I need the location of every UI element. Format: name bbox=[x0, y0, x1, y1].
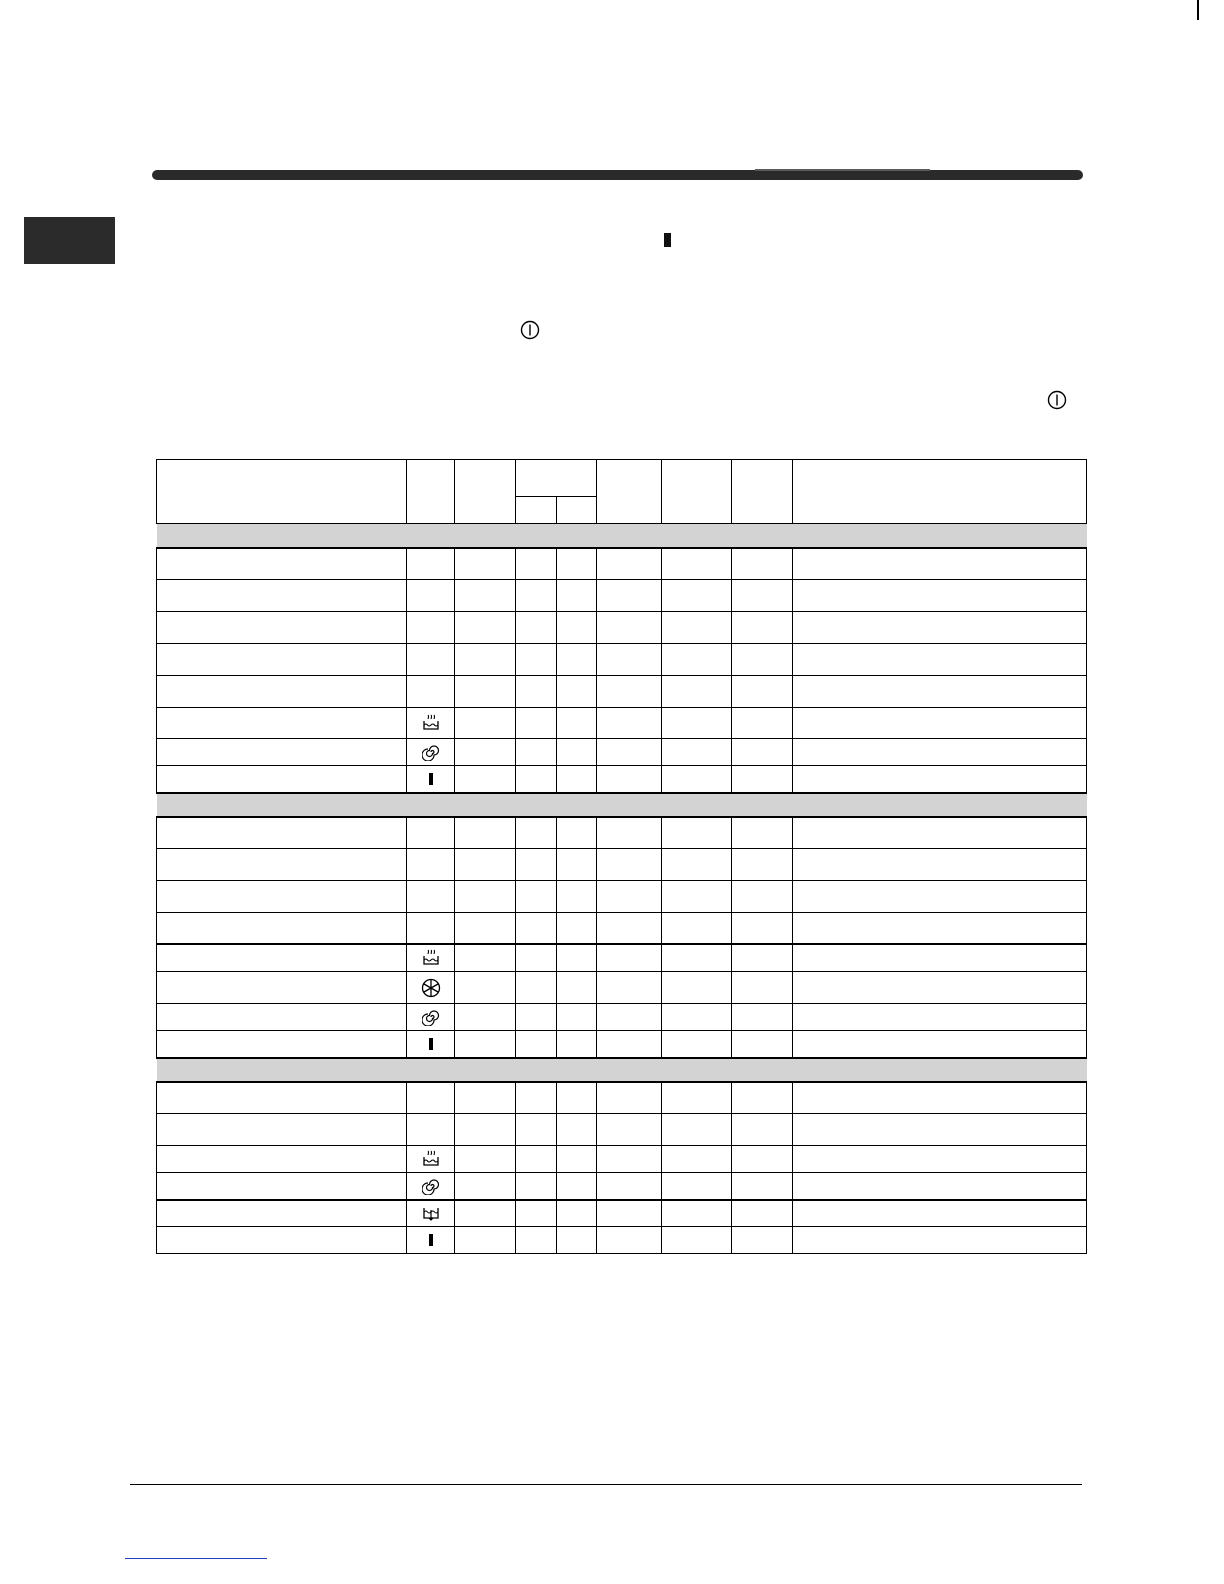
header-col-3 bbox=[455, 460, 516, 524]
header-rule bbox=[152, 170, 1083, 180]
notes-cell bbox=[793, 881, 1087, 913]
col-6-cell bbox=[597, 913, 662, 944]
table-row bbox=[157, 1114, 1087, 1146]
symbol-cell bbox=[407, 944, 455, 972]
detergent-1-cell bbox=[516, 1082, 557, 1114]
col-8-cell bbox=[732, 676, 793, 708]
programme-cell bbox=[157, 676, 407, 708]
table-row bbox=[157, 1173, 1087, 1200]
col-8-cell bbox=[732, 708, 793, 739]
programme-cell bbox=[157, 580, 407, 612]
detergent-1-cell bbox=[516, 766, 557, 793]
col-7-cell bbox=[662, 580, 732, 612]
detergent-1-cell bbox=[516, 913, 557, 944]
header-col-6 bbox=[597, 460, 662, 524]
notes-cell bbox=[793, 1004, 1087, 1031]
detergent-2-cell bbox=[557, 1146, 597, 1173]
header-programme bbox=[157, 460, 407, 524]
col-6-cell bbox=[597, 766, 662, 793]
table-row bbox=[157, 708, 1087, 739]
col-6-cell bbox=[597, 548, 662, 580]
symbol-cell bbox=[407, 1173, 455, 1200]
detergent-1-cell bbox=[516, 580, 557, 612]
col-8-cell bbox=[732, 1146, 793, 1173]
detergent-2-cell bbox=[557, 1114, 597, 1146]
notes-cell bbox=[793, 766, 1087, 793]
symbol-cell bbox=[407, 548, 455, 580]
table-row bbox=[157, 913, 1087, 944]
detergent-1-cell bbox=[516, 1227, 557, 1254]
notes-cell bbox=[793, 708, 1087, 739]
header-notes bbox=[793, 460, 1087, 524]
col-7-cell bbox=[662, 676, 732, 708]
detergent-1-cell bbox=[516, 1031, 557, 1058]
symbol-cell bbox=[407, 708, 455, 739]
detergent-1-cell bbox=[516, 676, 557, 708]
col-6-cell bbox=[597, 1200, 662, 1227]
programme-cell bbox=[157, 1173, 407, 1200]
symbol-cell bbox=[407, 913, 455, 944]
detergent-1-cell bbox=[516, 1173, 557, 1200]
col-3-cell bbox=[455, 708, 516, 739]
programme-cell bbox=[157, 817, 407, 849]
symbol-cell bbox=[407, 1146, 455, 1173]
detergent-2-cell bbox=[557, 1004, 597, 1031]
col-8-cell bbox=[732, 580, 793, 612]
col-8-cell bbox=[732, 644, 793, 676]
programme-cell bbox=[157, 972, 407, 1004]
symbol-cell bbox=[407, 580, 455, 612]
detergent-2-cell bbox=[557, 1173, 597, 1200]
col-7-cell bbox=[662, 913, 732, 944]
table-row bbox=[157, 766, 1087, 793]
spin-spiral-icon bbox=[407, 1177, 454, 1195]
table-header-row bbox=[157, 460, 1087, 497]
detergent-1-cell bbox=[516, 1146, 557, 1173]
header-col-7 bbox=[662, 460, 732, 524]
col-7-cell bbox=[662, 739, 732, 766]
notes-cell bbox=[793, 1200, 1087, 1227]
col-6-cell bbox=[597, 817, 662, 849]
col-7-cell bbox=[662, 1114, 732, 1146]
col-3-cell bbox=[455, 881, 516, 913]
notes-cell bbox=[793, 913, 1087, 944]
detergent-2-cell bbox=[557, 817, 597, 849]
detergent-1-cell bbox=[516, 1004, 557, 1031]
table-row bbox=[157, 817, 1087, 849]
language-tab bbox=[24, 217, 115, 264]
detergent-2-cell bbox=[557, 972, 597, 1004]
col-6-cell bbox=[597, 849, 662, 881]
header-detergent bbox=[516, 460, 597, 497]
programme-cell bbox=[157, 913, 407, 944]
col-6-cell bbox=[597, 644, 662, 676]
col-7-cell bbox=[662, 817, 732, 849]
bar-icon bbox=[407, 1233, 454, 1247]
programme-cell bbox=[157, 548, 407, 580]
col-3-cell bbox=[455, 612, 516, 644]
col-8-cell bbox=[732, 1173, 793, 1200]
detergent-2-cell bbox=[557, 548, 597, 580]
detergent-1-cell bbox=[516, 708, 557, 739]
wash-tub-icon bbox=[407, 1150, 454, 1168]
detergent-1-cell bbox=[516, 548, 557, 580]
col-8-cell bbox=[732, 766, 793, 793]
symbol-cell bbox=[407, 1031, 455, 1058]
detergent-2-cell bbox=[557, 644, 597, 676]
col-7-cell bbox=[662, 644, 732, 676]
table-row bbox=[157, 849, 1087, 881]
notes-cell bbox=[793, 1173, 1087, 1200]
wash-tub-icon bbox=[407, 714, 454, 732]
col-6-cell bbox=[597, 972, 662, 1004]
col-8-cell bbox=[732, 612, 793, 644]
detergent-1-cell bbox=[516, 1200, 557, 1227]
col-6-cell bbox=[597, 881, 662, 913]
section-band bbox=[157, 793, 1087, 817]
col-8-cell bbox=[732, 1004, 793, 1031]
programme-cell bbox=[157, 944, 407, 972]
col-8-cell bbox=[732, 1031, 793, 1058]
col-8-cell bbox=[732, 739, 793, 766]
col-6-cell bbox=[597, 580, 662, 612]
col-7-cell bbox=[662, 849, 732, 881]
col-8-cell bbox=[732, 913, 793, 944]
programme-cell bbox=[157, 766, 407, 793]
col-8-cell bbox=[732, 849, 793, 881]
col-8-cell bbox=[732, 1082, 793, 1114]
col-6-cell bbox=[597, 739, 662, 766]
col-6-cell bbox=[597, 1146, 662, 1173]
detergent-2-cell bbox=[557, 676, 597, 708]
header-rule-highlight bbox=[755, 169, 930, 171]
col-7-cell bbox=[662, 1173, 732, 1200]
col-8-cell bbox=[732, 1200, 793, 1227]
table-row bbox=[157, 1146, 1087, 1173]
col-3-cell bbox=[455, 644, 516, 676]
section-band-cell bbox=[157, 793, 1087, 817]
notes-cell bbox=[793, 1227, 1087, 1254]
footer-rule bbox=[130, 1484, 1082, 1485]
col-8-cell bbox=[732, 881, 793, 913]
col-6-cell bbox=[597, 708, 662, 739]
table-row bbox=[157, 580, 1087, 612]
col-7-cell bbox=[662, 1146, 732, 1173]
symbol-cell bbox=[407, 817, 455, 849]
table-row bbox=[157, 676, 1087, 708]
symbol-cell bbox=[407, 849, 455, 881]
symbol-cell bbox=[407, 1114, 455, 1146]
col-8-cell bbox=[732, 944, 793, 972]
snowflake-icon bbox=[407, 978, 454, 998]
detergent-2-cell bbox=[557, 766, 597, 793]
programme-cell bbox=[157, 849, 407, 881]
col-7-cell bbox=[662, 1004, 732, 1031]
col-7-cell bbox=[662, 944, 732, 972]
col-6-cell bbox=[597, 612, 662, 644]
programme-cell bbox=[157, 612, 407, 644]
col-3-cell bbox=[455, 972, 516, 1004]
programme-cell bbox=[157, 1200, 407, 1227]
table-row bbox=[157, 944, 1087, 972]
power-icon bbox=[520, 320, 540, 340]
detergent-1-cell bbox=[516, 612, 557, 644]
col-7-cell bbox=[662, 1200, 732, 1227]
programme-cell bbox=[157, 644, 407, 676]
symbol-cell bbox=[407, 972, 455, 1004]
col-3-cell bbox=[455, 1004, 516, 1031]
notes-cell bbox=[793, 1146, 1087, 1173]
table-row bbox=[157, 1227, 1087, 1254]
col-7-cell bbox=[662, 548, 732, 580]
notes-cell bbox=[793, 1114, 1087, 1146]
programme-cell bbox=[157, 1114, 407, 1146]
notes-cell bbox=[793, 944, 1087, 972]
detergent-1-cell bbox=[516, 849, 557, 881]
notes-cell bbox=[793, 644, 1087, 676]
col-8-cell bbox=[732, 1227, 793, 1254]
programme-cell bbox=[157, 739, 407, 766]
symbol-cell bbox=[407, 1200, 455, 1227]
col-8-cell bbox=[732, 817, 793, 849]
col-3-cell bbox=[455, 1173, 516, 1200]
symbol-cell bbox=[407, 1004, 455, 1031]
symbol-cell bbox=[407, 612, 455, 644]
detergent-1-cell bbox=[516, 944, 557, 972]
col-7-cell bbox=[662, 612, 732, 644]
table-row bbox=[157, 972, 1087, 1004]
detergent-2-cell bbox=[557, 881, 597, 913]
col-7-cell bbox=[662, 881, 732, 913]
notes-cell bbox=[793, 612, 1087, 644]
col-3-cell bbox=[455, 1031, 516, 1058]
table-row bbox=[157, 739, 1087, 766]
col-3-cell bbox=[455, 676, 516, 708]
programme-cell bbox=[157, 1146, 407, 1173]
programme-cell bbox=[157, 1004, 407, 1031]
header-detergent-sub-2 bbox=[557, 497, 597, 524]
col-3-cell bbox=[455, 817, 516, 849]
header-symbol bbox=[407, 460, 455, 524]
table-row bbox=[157, 612, 1087, 644]
table-row bbox=[157, 644, 1087, 676]
detergent-1-cell bbox=[516, 817, 557, 849]
header-detergent-sub-1 bbox=[516, 497, 557, 524]
detergent-1-cell bbox=[516, 644, 557, 676]
section-band bbox=[157, 1058, 1087, 1082]
col-7-cell bbox=[662, 708, 732, 739]
col-7-cell bbox=[662, 766, 732, 793]
spin-spiral-icon bbox=[407, 1008, 454, 1026]
section-band bbox=[157, 524, 1087, 548]
col-6-cell bbox=[597, 1082, 662, 1114]
section-band-cell bbox=[157, 524, 1087, 548]
table-row bbox=[157, 1200, 1087, 1227]
detergent-2-cell bbox=[557, 849, 597, 881]
detergent-1-cell bbox=[516, 972, 557, 1004]
col-3-cell bbox=[455, 849, 516, 881]
notes-cell bbox=[793, 580, 1087, 612]
col-3-cell bbox=[455, 1146, 516, 1173]
col-3-cell bbox=[455, 739, 516, 766]
col-6-cell bbox=[597, 1227, 662, 1254]
col-8-cell bbox=[732, 548, 793, 580]
table-row bbox=[157, 548, 1087, 580]
footer-link-underline bbox=[125, 1558, 267, 1559]
detergent-2-cell bbox=[557, 612, 597, 644]
symbol-cell bbox=[407, 1082, 455, 1114]
programme-cell bbox=[157, 708, 407, 739]
col-7-cell bbox=[662, 1082, 732, 1114]
col-6-cell bbox=[597, 944, 662, 972]
col-7-cell bbox=[662, 1227, 732, 1254]
col-6-cell bbox=[597, 1114, 662, 1146]
notes-cell bbox=[793, 548, 1087, 580]
spin-spiral-icon bbox=[407, 743, 454, 761]
start-stop-bar-icon bbox=[664, 233, 671, 247]
notes-cell bbox=[793, 817, 1087, 849]
table-row bbox=[157, 1031, 1087, 1058]
symbol-cell bbox=[407, 881, 455, 913]
col-7-cell bbox=[662, 972, 732, 1004]
col-3-cell bbox=[455, 1227, 516, 1254]
detergent-2-cell bbox=[557, 739, 597, 766]
symbol-cell bbox=[407, 644, 455, 676]
col-6-cell bbox=[597, 1004, 662, 1031]
drain-icon bbox=[407, 1204, 454, 1222]
notes-cell bbox=[793, 1082, 1087, 1114]
col-3-cell bbox=[455, 766, 516, 793]
detergent-2-cell bbox=[557, 1031, 597, 1058]
col-6-cell bbox=[597, 676, 662, 708]
col-3-cell bbox=[455, 1082, 516, 1114]
col-3-cell bbox=[455, 1114, 516, 1146]
notes-cell bbox=[793, 972, 1087, 1004]
col-3-cell bbox=[455, 548, 516, 580]
col-8-cell bbox=[732, 1114, 793, 1146]
page-edge-mark bbox=[1197, 0, 1199, 20]
programme-cell bbox=[157, 881, 407, 913]
table-row bbox=[157, 881, 1087, 913]
notes-cell bbox=[793, 849, 1087, 881]
detergent-2-cell bbox=[557, 1082, 597, 1114]
section-band-cell bbox=[157, 1058, 1087, 1082]
wash-tub-icon bbox=[407, 949, 454, 967]
detergent-2-cell bbox=[557, 708, 597, 739]
col-7-cell bbox=[662, 1031, 732, 1058]
detergent-2-cell bbox=[557, 580, 597, 612]
table-row bbox=[157, 1082, 1087, 1114]
col-6-cell bbox=[597, 1173, 662, 1200]
symbol-cell bbox=[407, 1227, 455, 1254]
detergent-2-cell bbox=[557, 1200, 597, 1227]
table-row bbox=[157, 1004, 1087, 1031]
programme-cell bbox=[157, 1082, 407, 1114]
bar-icon bbox=[407, 772, 454, 786]
detergent-1-cell bbox=[516, 1114, 557, 1146]
notes-cell bbox=[793, 1031, 1087, 1058]
col-3-cell bbox=[455, 944, 516, 972]
col-3-cell bbox=[455, 913, 516, 944]
symbol-cell bbox=[407, 676, 455, 708]
notes-cell bbox=[793, 676, 1087, 708]
col-3-cell bbox=[455, 1200, 516, 1227]
programme-cell bbox=[157, 1031, 407, 1058]
col-6-cell bbox=[597, 1031, 662, 1058]
detergent-2-cell bbox=[557, 913, 597, 944]
detergent-2-cell bbox=[557, 1227, 597, 1254]
power-icon bbox=[1047, 390, 1067, 410]
col-3-cell bbox=[455, 580, 516, 612]
programme-cell bbox=[157, 1227, 407, 1254]
detergent-1-cell bbox=[516, 881, 557, 913]
detergent-2-cell bbox=[557, 944, 597, 972]
symbol-cell bbox=[407, 739, 455, 766]
col-8-cell bbox=[732, 972, 793, 1004]
bar-icon bbox=[407, 1037, 454, 1051]
header-col-8 bbox=[732, 460, 793, 524]
detergent-1-cell bbox=[516, 739, 557, 766]
notes-cell bbox=[793, 739, 1087, 766]
wash-cycle-table bbox=[156, 459, 1087, 1254]
symbol-cell bbox=[407, 766, 455, 793]
